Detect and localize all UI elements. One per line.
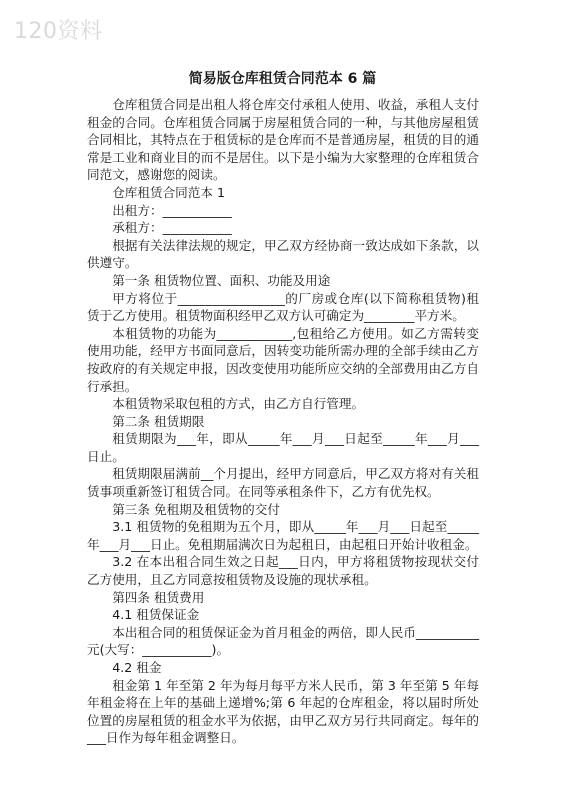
paragraph-deposit: 本出租合同的租赁保证金为首月租金的两倍，即人民币__________元(大写：___________)。: [87, 624, 479, 658]
subheading-deposit: 4.1 租赁保证金: [112, 607, 200, 623]
paragraph-function: 本租赁物的功能为____________,包租给乙方使用。如乙方需转变使用功能，经甲方书面同意后，因转变功能所需办理的全部手续由乙方按政府的有关规定申报，因改变使用功能所应交纳的全部费用由乙方自行承担。: [87, 325, 479, 394]
paragraph-intro: 仓库租赁合同是出租人将仓库交付承租人使用、收益，承租人支付租金的合同。仓库租赁合同属于房屋租赁合同的一种，与其他房屋租赁合同相比，其特点在于租赁标的是仓库而不是普通房屋，租赁的目的通常是工业和商业目的而不是居住。以下是小编为大家整理的仓库租赁合同范文，感谢您的阅读。: [87, 97, 479, 183]
paragraph-lessor: 出租方：___________: [112, 202, 232, 218]
paragraph-lessee: 承租方：___________: [112, 220, 232, 236]
paragraph-preamble: 根据有关法律法规的规定，甲乙双方经协商一致达成如下条款，以供遵守。: [87, 237, 479, 271]
document-title: 简易版仓库租赁合同范本 6 篇: [188, 71, 377, 87]
paragraph-contract-name: 仓库租赁合同范本 1: [112, 184, 225, 200]
paragraph-term: 租赁期限为___年，即从_____年___月___日起至_____年___月___日止。: [87, 431, 479, 464]
paragraph-management: 本租赁物采取包租的方式，由乙方自行管理。: [112, 396, 365, 412]
section-heading-2: 第二条 租赁期限: [112, 413, 205, 429]
paragraph-handover: 3.2 在本出租合同生效之日起___日内，甲方将租赁物按现状交付乙方使用，且乙方同意按租赁物及设施的现状承租。: [87, 554, 479, 588]
paragraph-rent: 租金第 1 年至第 2 年为每月每平方米人民币，第 3 年至第 5 年每年租金将在上年的基础上递增%;第 6 年起的仓库租金，将以届时所处位置的房屋租赁的租金水平为依据，由甲乙双方另行共同商定。每年的___日作为每年租金调整日。: [87, 677, 479, 746]
section-heading-3: 第三条 免租期及租赁物的交付: [112, 501, 280, 517]
paragraph-location: 甲方将位于_________________的厂房或仓库(以下简称租赁物)租赁于乙方使用。租赁物面积经甲乙双方认可确定为________平方米。: [87, 290, 479, 324]
watermark-logo: 120资料: [14, 19, 103, 44]
section-heading-1: 第一条 租赁物位置、面积、功能及用途: [112, 272, 331, 288]
section-heading-4: 第四条 租赁费用: [112, 589, 205, 605]
paragraph-renewal: 租赁期限届满前__个月提出，经甲方同意后，甲乙双方将对有关租赁事项重新签订租赁合同。在同等承租条件下，乙方有优先权。: [87, 466, 479, 500]
document-body: [87, 96, 479, 747]
subheading-rent: 4.2 租金: [112, 660, 162, 675]
paragraph-rent-free: 3.1 租赁物的免租期为五个月，即从_____年___月___日起至_____年___月___日止。免租期届满次日为起租日，由起租日开始计收租金。: [87, 519, 479, 552]
